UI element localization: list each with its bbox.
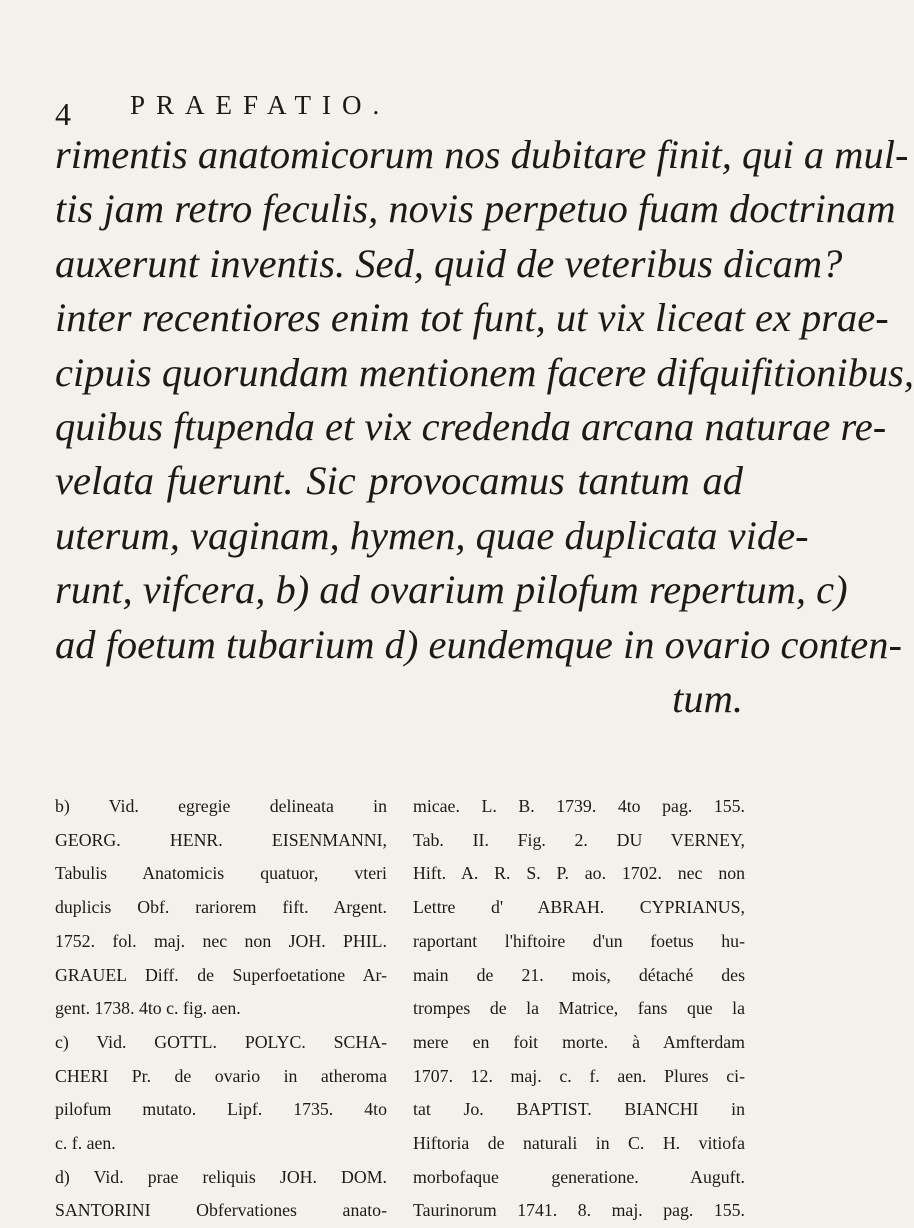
footnote-line: pilofum mutato. Lipf. 1735. 4to <box>55 1099 387 1120</box>
footnote-line: morbofaque generatione. Auguft. <box>413 1166 745 1187</box>
body-line: rimentis anatomicorum nos dubitare finit, qui a mul- <box>55 132 909 177</box>
body-line: tis jam retro feculis, novis perpetuo fuam doctrinam <box>55 186 896 232</box>
footnote-line: c. f. aen. <box>55 1133 116 1154</box>
footnote-line: micae. L. B. 1739. 4to pag. 155. <box>413 796 745 816</box>
footnote-line: SANTORINI Obfervationes anato- <box>55 1200 387 1221</box>
body-line: uterum, vaginam, hymen, quae duplicata vide- <box>55 512 809 558</box>
footnote-line: main de 21. mois, détaché des <box>413 964 745 985</box>
footnote-line: Hift. A. R. S. P. ao. 1702. nec non <box>413 863 745 884</box>
footnote-line: gent. 1738. 4to c. fig. aen. <box>55 998 241 1019</box>
footnote-line: CHERI Pr. de ovario in atheroma <box>55 1065 387 1086</box>
body-line: quibus ftupenda et vix credenda arcana naturae re- <box>55 404 887 450</box>
footnote-line: Tab. II. Fig. 2. DU VERNEY, <box>413 829 745 850</box>
body-line: cipuis quorundam mentionem facere difquifitionibus, <box>55 349 914 395</box>
footnote-line: 1752. fol. maj. nec non JOH. PHIL. <box>55 930 387 951</box>
body-line: auxerunt inventis. Sed, quid de veteribus dicam? <box>55 240 843 286</box>
footnote-line: GEORG. HENR. EISENMANNI, <box>55 829 387 850</box>
footnote-line: GRAUEL Diff. de Superfoetatione Ar- <box>55 964 387 985</box>
footnotes <box>55 790 745 1228</box>
footnote-line: Lettre d' ABRAH. CYPRIANUS, <box>413 897 745 918</box>
body-line: ad foetum tubarium d) eundemque in ovario conten- <box>55 621 902 667</box>
footnote-line: d) Vid. prae reliquis JOH. DOM. <box>55 1166 387 1187</box>
body-line: inter recentiores enim tot funt, ut vix liceat ex prae- <box>55 295 889 341</box>
footnote-line: c) Vid. GOTTL. POLYC. SCHA- <box>55 1031 387 1052</box>
footnote-line: Tabulis Anatomicis quatuor, vteri <box>55 863 387 884</box>
footnote-line: 1707. 12. maj. c. f. aen. Plures ci- <box>413 1065 745 1086</box>
body-line: runt, vifcera, b) ad ovarium pilofum repertum, c) <box>55 567 848 613</box>
running-head: PRAEFATIO. <box>130 90 391 120</box>
footnote-line: mere en foit morte. à Amfterdam <box>413 1031 745 1052</box>
footnote-line: b) Vid. egregie delineata in <box>55 796 387 816</box>
footnote-line: tat Jo. BAPTIST. BIANCHI in <box>413 1099 745 1120</box>
page-number: 4 <box>55 96 71 132</box>
footnote-column-left <box>55 790 387 1228</box>
footnote-line: Hiftoria de naturali in C. H. vitiofa <box>413 1133 745 1154</box>
footnote-line: trompes de la Matrice, fans que la <box>413 998 745 1019</box>
body-line: velata fuerunt. Sic provocamus tantum ad <box>55 458 743 504</box>
footnote-column-right <box>413 790 745 1228</box>
footnote-line: raportant l'hiftoire d'un foetus hu- <box>413 930 745 951</box>
body-text <box>55 128 914 726</box>
footnote-line: duplicis Obf. rariorem fift. Argent. <box>55 897 387 918</box>
footnote-line: Taurinorum 1741. 8. maj. pag. 155. <box>413 1200 745 1221</box>
body-line: tum. <box>672 676 743 722</box>
